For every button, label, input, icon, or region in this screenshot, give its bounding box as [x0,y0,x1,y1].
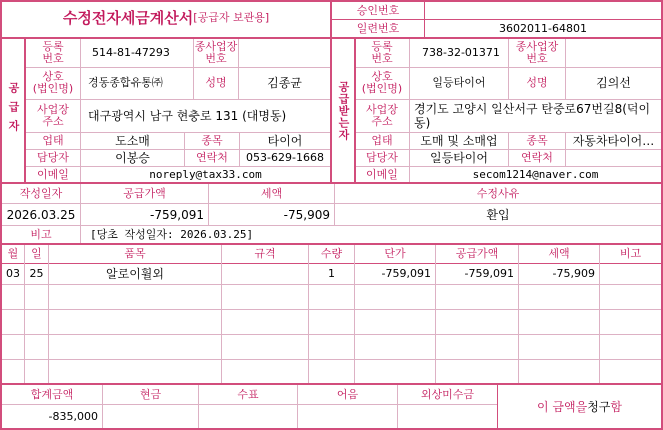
receiver-side-text: 공급받는자 [337,80,350,141]
summary-tax-label: 세액 [260,186,283,200]
col-spec: 규격 [254,247,276,260]
col-price: 단가 [384,247,406,260]
statement-post: 함 [610,399,622,414]
receiver-reg-label: 등록 번호 [371,40,393,65]
bill-label: 어음 [336,387,359,401]
note-label: 비고 [30,227,52,241]
table-row-qty: 1 [328,267,335,280]
supplier-addr-label: 사업장 주소 [37,103,69,128]
date-value: 2026.03.25 [6,207,76,222]
supplier-item-label: 종목 [201,134,223,147]
supplier-rep: 김종균 [267,76,302,90]
statement-mid: 청구 [587,399,611,414]
approval-label: 승인번호 [356,3,400,17]
table-row-note [600,264,661,284]
supplier-phone: 053-629-1668 [246,151,324,164]
reason-label: 수정사유 [476,186,520,200]
col-qty: 수량 [320,247,343,260]
credit-value [398,405,497,428]
col-day: 일 [31,247,42,260]
supplier-reg-label: 등록 번호 [42,40,64,65]
date-label: 작성일자 [19,186,63,200]
approval-value [425,2,661,19]
col-month: 월 [7,247,19,260]
table-row-supply: -759,091 [464,267,514,280]
col-supply: 공급가액 [455,247,499,260]
col-note: 비고 [619,247,642,260]
receiver-name-label: 상호 (법인명) [361,70,403,95]
cash-label: 현금 [139,387,162,401]
table-row-price: -759,091 [381,267,431,280]
check-value [199,405,297,428]
supplier-side-label [2,39,24,182]
supplier-name: 경동종합유통㈜ [88,76,163,89]
receiver-biz: 도매 및 소매업 [420,134,498,148]
receiver-addr: 경기도 고양시 일산서구 탄중로67번길8(덕이동) [414,102,651,130]
col-tax: 세액 [548,247,570,260]
col-name: 품목 [124,247,146,260]
receiver-reg-no: 738-32-01371 [422,46,500,59]
supplier-addr: 대구광역시 남구 현충로 131 (대명동) [88,109,287,123]
supplier-email: noreply@tax33.com [149,167,262,181]
supplier-side-text: 공급자 [7,82,20,139]
statement-pre: 이 금액을 [537,399,588,414]
note-value: [당초 작성일자: 2026.03.25] [90,227,254,241]
title-sub: [공급자 보관용] [193,11,270,24]
reason-value: 환입 [486,207,510,222]
receiver-biz-label: 업태 [371,134,393,147]
supplier-item: 타이어 [267,134,303,148]
receiver-contact: 일등타이어 [430,151,488,165]
supplier-email-label: 이메일 [37,167,69,181]
receiver-phone [566,150,661,166]
supplier-biz: 도소매 [115,134,150,148]
receiver-rep-label: 성명 [526,76,548,89]
invoice-title [2,2,330,34]
serial-value: 3602011-64801 [499,21,587,35]
supplier-reg-no: 514-81-47293 [92,46,170,59]
supplier-branch-no [239,39,330,67]
receiver-side-label [332,39,354,182]
receiver-email: secom1214@naver.com [472,167,599,181]
supplier-biz-label: 업태 [42,134,64,147]
supplier-rep-label: 성명 [205,76,227,89]
receiver-contact-label: 담당자 [366,151,398,164]
amount-statement [498,385,661,428]
receiver-item-label: 종목 [526,134,548,147]
receiver-addr-label: 사업장 주소 [366,103,398,128]
cash-value [103,405,198,428]
supplier-name-label: 상호 (법인명) [32,70,74,95]
receiver-email-label: 이메일 [366,167,398,181]
receiver-phone-label: 연락처 [521,151,553,164]
receiver-rep: 김의선 [596,76,631,90]
summary-supply-label: 공급가액 [123,186,166,200]
supplier-branch-label: 종사업장 번호 [194,40,238,65]
receiver-branch-label: 종사업장 번호 [515,40,559,65]
supplier-contact: 이봉승 [115,151,150,165]
credit-label: 외상미수금 [420,387,475,401]
summary-tax-value: -75,909 [283,207,330,222]
supplier-phone-label: 연락처 [196,151,228,164]
table-row-spec [222,264,308,284]
receiver-name: 일등타이어 [432,76,486,89]
check-label: 수표 [237,387,259,401]
total-label: 합계금액 [30,387,74,401]
bill-value [298,405,397,428]
table-row-name: 알로이휠외 [106,267,164,281]
table-row-tax: -75,909 [552,267,595,280]
summary-supply-value: -759,091 [150,207,204,222]
table-row-day: 25 [29,267,44,280]
receiver-item: 자동차타이어… [572,134,655,148]
title-main: 수정전자세금계산서 [62,9,194,27]
receiver-branch-no [566,39,661,67]
table-row-month: 03 [6,267,20,280]
total-value: -835,000 [48,409,98,423]
serial-label: 일련번호 [356,21,400,35]
supplier-contact-label: 담당자 [37,151,69,164]
